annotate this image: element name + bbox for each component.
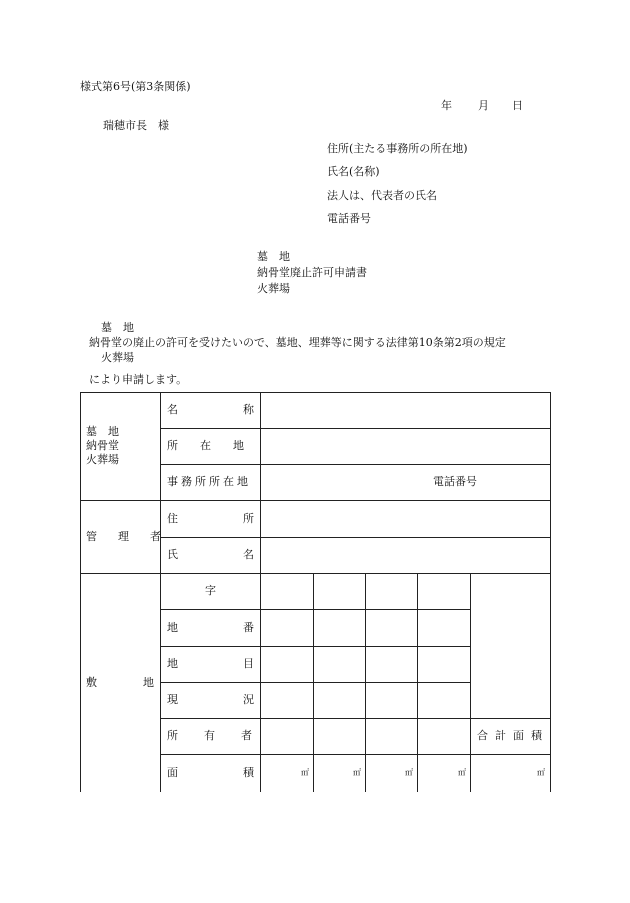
applicant-name-label: 氏名(名称): [327, 165, 380, 178]
site-genkyo-label: 現 況: [167, 693, 254, 706]
title-line-3: 火葬場: [257, 282, 290, 295]
site-chimoku-label: 地 目: [167, 657, 254, 670]
manager-address-label: 住 所: [167, 511, 254, 525]
site-area-label: 面 積: [167, 766, 254, 779]
area-unit-4: ㎡: [458, 768, 466, 777]
area-unit-total: ㎡: [537, 768, 545, 777]
site-label: 敷 地: [86, 675, 154, 689]
manager-label: 管理者: [86, 529, 182, 543]
facility-office-field[interactable]: [261, 465, 429, 500]
manager-name-label: 氏 名: [167, 548, 254, 561]
addressee: 瑞穂市長 様: [103, 119, 169, 132]
facility-type-2: 納骨堂: [86, 439, 119, 452]
applicant-address-label: 住所(主たる事務所の所在地): [327, 142, 468, 155]
manager-address-field[interactable]: [261, 501, 550, 537]
site-aza-label: 字: [205, 584, 216, 597]
applicant-corp-label: 法人は、代表者の氏名: [327, 189, 437, 202]
facility-office-label: 事務所所在地: [167, 475, 251, 488]
facility-location-field[interactable]: [261, 429, 550, 464]
facility-type-1: 墓 地: [86, 425, 119, 438]
site-owner-label: 所有者: [167, 729, 278, 742]
area-unit-2: ㎡: [353, 768, 361, 777]
facility-location-label: 所在地: [167, 439, 266, 452]
facility-name-label: 名 称: [167, 403, 254, 416]
body-line-4: により申請します。: [89, 373, 188, 386]
site-chiban-label: 地 番: [167, 620, 254, 634]
date-day: 日: [512, 99, 523, 112]
facility-type-3: 火葬場: [86, 453, 119, 466]
date-year: 年: [441, 99, 452, 112]
form-number: 様式第6号(第3条関係): [80, 80, 191, 93]
site-total-area-label: 合計面積: [477, 729, 549, 742]
date-month: 月: [478, 99, 489, 112]
body-line-2: 納骨堂の廃止の許可を受けたいので、墓地、埋葬等に関する法律第10条第2項の規定: [89, 336, 506, 349]
area-unit-3: ㎡: [405, 768, 413, 777]
facility-type-label: [86, 422, 154, 470]
manager-name-field[interactable]: [261, 538, 550, 573]
body-line-1: 墓 地: [101, 321, 134, 334]
body-line-3: 火葬場: [101, 351, 134, 364]
title-line-1: 墓 地: [257, 250, 290, 263]
applicant-phone-label: 電話番号: [327, 212, 371, 225]
area-unit-1: ㎡: [301, 768, 309, 777]
title-line-2: 納骨堂廃止許可申請書: [257, 266, 367, 279]
facility-phone-label: 電話番号: [433, 475, 477, 488]
facility-name-field[interactable]: [261, 393, 550, 428]
